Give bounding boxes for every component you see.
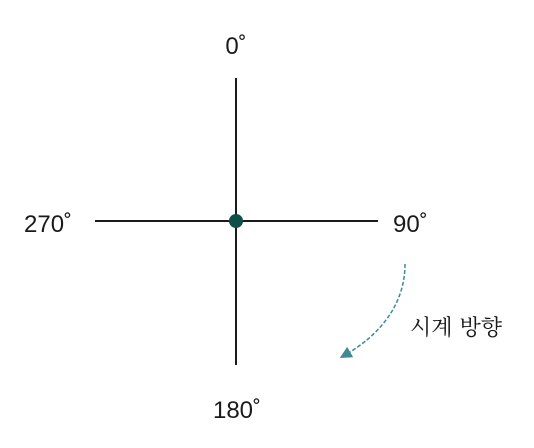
label-90-degrees: 90˚ [393, 211, 428, 238]
label-180-degrees: 180˚ [212, 397, 262, 424]
clockwise-direction-label: 시계 방향 [410, 316, 503, 341]
origin-dot [229, 214, 243, 228]
label-0-degrees: 0˚ [225, 33, 247, 60]
clockwise-arrow [345, 264, 405, 355]
label-270-degrees: 270˚ [24, 211, 73, 238]
